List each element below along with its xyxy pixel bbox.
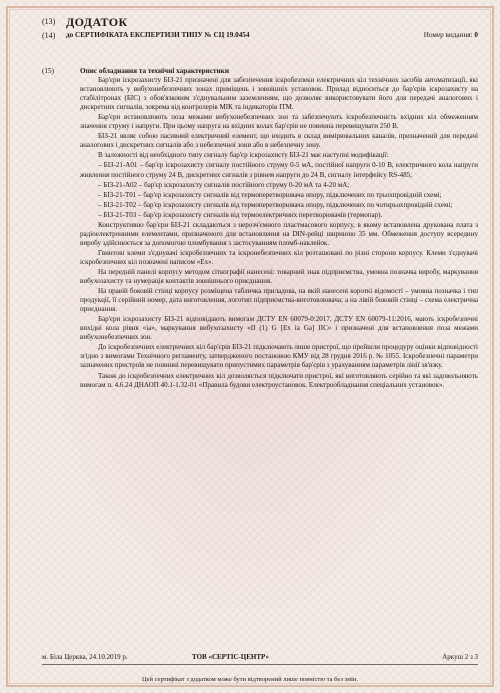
section-title: Опис обладнання та технічні характеристики [80,67,229,75]
document-subtitle: до СЕРТИФІКАТА ЕКСПЕРТИЗИ ТИПУ № СЦ 19.0454 [66,31,250,39]
paragraph: БІЗ-21 являє собою пасивний електричний елемент, що входить в склад вимірювальних каналів, призначений для передачі аналогових і дискретних сигналів або з небезпечної зони або в небезпечну зону. [80,132,478,150]
paragraph: Бар'єри іскрозахисту БІЗ-21 призначені для забезпечення іскробезпеки електричних кіл технічних засобів автоматизації, які встановлюють у вибухонебезпечних зонах приміщень і зовнішніх установок. Прилад відноситься до бар'єрів іскрозахисту на стабілітронах (БІС) з обов'язковим з'єднувальним заземленням, що дозволяє використовувати його для передачі аналогових і дискретних сигналів, зокрема від контролерів МІК та індикаторів ІТМ. [80,76,478,112]
paragraph: В залежності від необхідного типу сигналу бар'єр іскрозахисту БІЗ-21 має наступні модифікації: [98,151,389,160]
paragraph: На передній панелі корпусу методом сіткографії нанесені: товарний знак підприємства, умовна позначка виробу, маркування вибухозахисту та нумерація контактів зовнішнього приєднання. [80,267,478,286]
paragraph: Бар'єри встановлюють поза межами вибухонебезпечних зон та забезпечують іскробезпечність вхідних кіл обмеженням значення струму і напруги. При цьому напруга на вхідних колах бар'єрів не повинна перевищувати 250 В. [80,113,478,131]
paragraph: Також до іскробезпечних електричних кіл дозволяється підключати пристрої, які виготовляють серійно та які задовольняють вимогам п. 4.6.24 ДНАОП 40.1-1.32-01 «Правила будови електроустановок. Електрообладнання спеціальних установок». [80,371,478,389]
section-content [80,67,478,391]
sheet-number: Аркуш 2 з 3 [442,653,478,661]
paragraph: Гвинтові клеми з'єднувачі іскробезпечних та іскронебезпечних кіл розташовані по різні сторони корпусу. Клеми з'єднувачі іскробезпечних кіл позначені написом «Ex». [80,248,478,266]
footer-divider [42,664,478,665]
field-number-15: (15) [42,67,54,75]
paragraph: До іскробезпечних електричних кіл бар'єрів БІЗ-21 підключають лише пристрої, що пройшли процедуру оцінки відповідності згідно з вимогами Технічного регламенту, затвердженого постановою КМУ від 28 грудня 2016 р. № 1055. Іскробезпечні параметри зазначених пристроїв не повинні перевищувати припустимих параметрів бар'єрів з урахуванням параметрів лінії зв'язку. [80,343,478,370]
edition-number [424,31,478,39]
paragraph: На правій боковій стінці корпусу розміщена табличка приладова, на якій нанесені короткі відомості – умовна позначка і тип продукції, її серійний номер, дата виготовлення, логотип підприємства-виготовлювача; а на лівій боковій стінці – схема електрична приєднання. [80,287,478,314]
paragraph: – БІЗ-21-Т02 – бар'єр іскрозахисту сигналів від термоперетворювача опору, підключених по чотирьохпровідній схемі; [98,200,453,209]
paragraph: – БІЗ-21-Т01 – бар'єр іскрозахисту сигналів від термоперетворювача опору, підключених по трьохпровідній схемі; [98,190,442,199]
edition-label: Номер видання: [423,31,473,39]
paragraph: Конструктивно бар'єри БІЗ-21 складаються з нерозч'ємного пластмасового корпусу, в якому встановлена друкована плата з радіоелектронними елементами, призначеного для встановлення на DIN-рейці шириною 35 мм. Обмеження доступу всередину виробу здійснюється за допомогою пломбування з застосуванням пломб-наклейок. [80,220,478,247]
company-name: ТОВ «СЕРТІС-ЦЕНТР» [192,653,269,661]
reproduction-note: Цей сертифікат з додатком може бути відтворений лише повністю та без змін. [141,676,359,683]
document-title: ДОДАТОК [66,15,128,29]
paragraph: – БІЗ-21-Т03 – бар'єр іскрозахисту сигналів від термоелектричних перетворювачів (термопар). [98,210,383,219]
paragraph: – БІЗ-21-А02 – бар'єр іскрозахисту сигналів постійного струму 0-20 мА та 4-20 мА; [98,180,350,189]
field-number-13: (13) [42,17,56,26]
document-footer [42,653,478,663]
place-date: м. Біла Церква, 24.10.2019 р. [42,653,128,661]
paragraph: Бар'єри іскрозахисту БІЗ-21 відповідають вимогам ДСТУ EN 60079-0:2017, ДСТУ EN 60079-11:2016, мають іскробезпечні вихідні кола рівня «іа», маркування вибухозахисту «II (1) G [Ex ia Ga] IIC» і призначені для встановлення поза межами вибухонебезпечних зон. [80,315,478,342]
edition-value: 0 [474,31,478,39]
document-header [42,17,478,45]
field-number-14: (14) [42,31,56,40]
paragraph: – БІЗ-21-А01 – бар'єр іскрозахисту сигналу постійного струму 0-5 мА, постійної напруги 0-10 В, електричного кола напруги живлення постійного струму 24 В, дискретних сигналів з рівнем напруги до 24 В, сигналу інтерфейсу RS-485; [80,161,478,179]
